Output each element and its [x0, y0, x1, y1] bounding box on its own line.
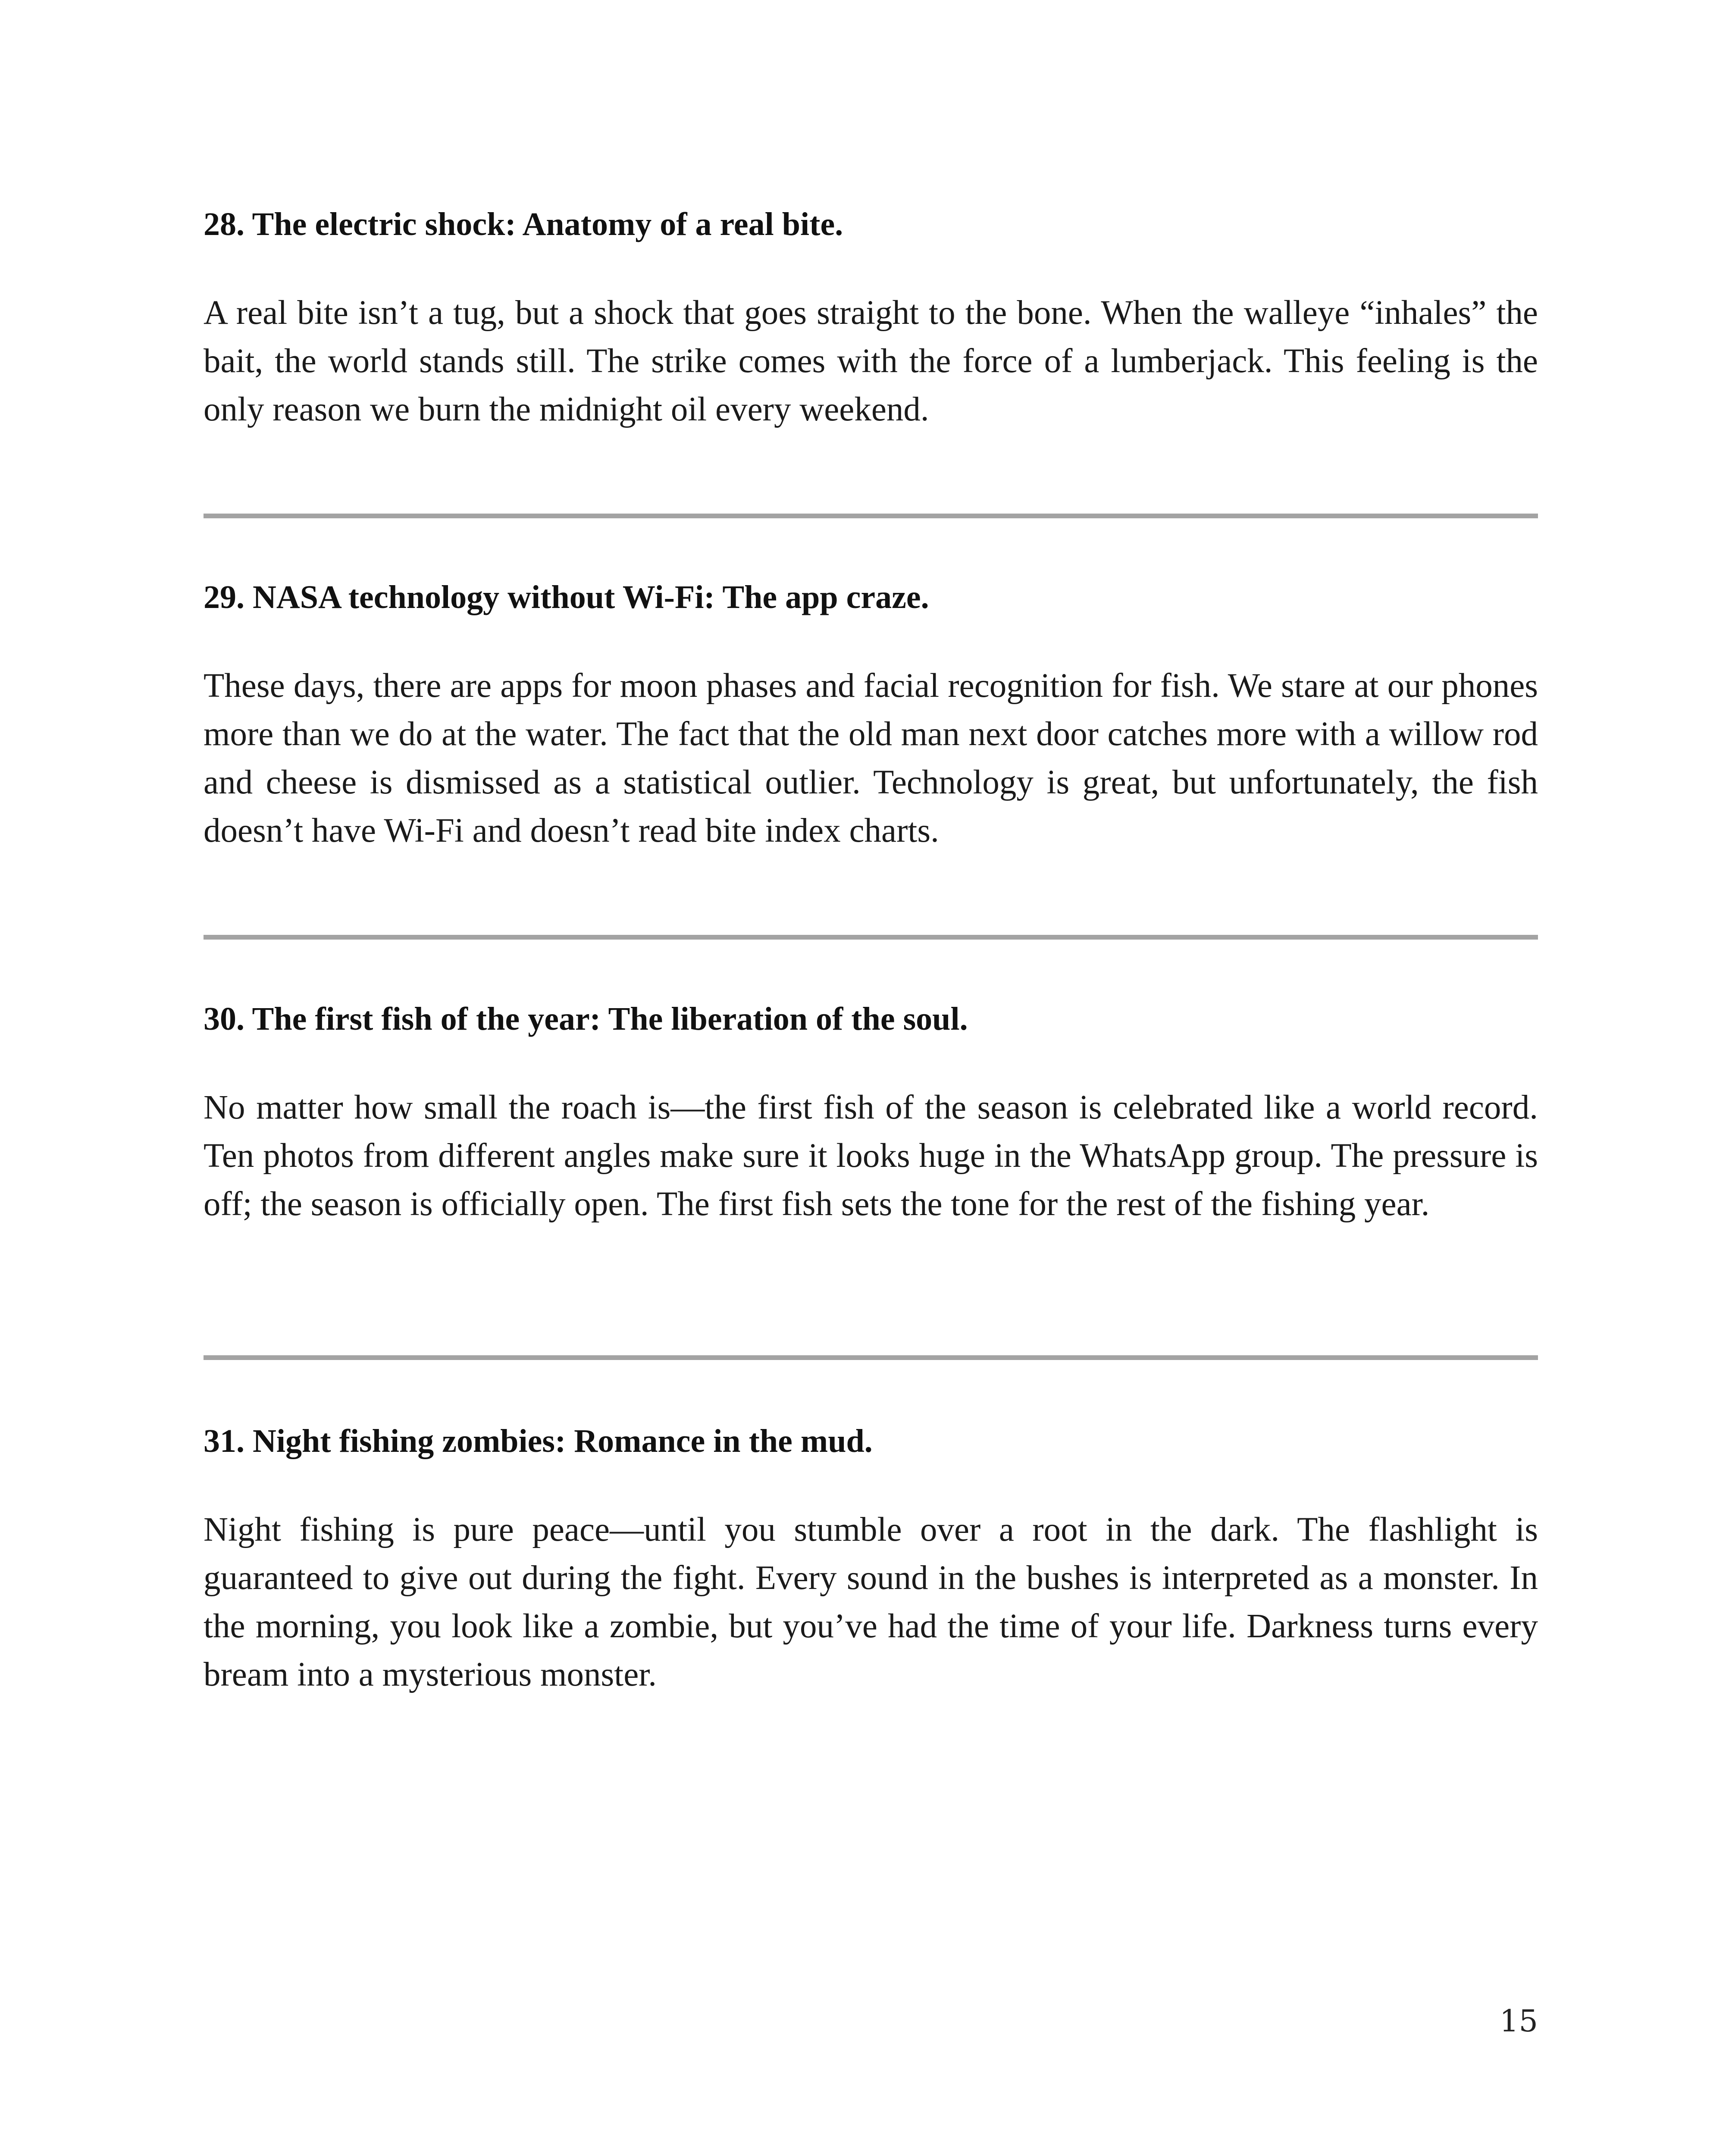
- section-heading: 28. The electric shock: Anatomy of a real bite.: [204, 206, 843, 242]
- page-number: 15: [1499, 2003, 1538, 2039]
- section-28: [204, 203, 1538, 434]
- section-body: Night fishing is pure peace—until you stumble over a root in the dark. The flashlight is guaranteed to give out during the fight. Every sound in the bushes is interpreted as a monster. In the morning, you look like a zombie, but you’ve had the time of your life. Darkness turns every bream into a mysterious monster.: [204, 1511, 1538, 1693]
- section-31: [204, 1420, 1538, 1699]
- section-heading: 29. NASA technology without Wi-Fi: The app craze.: [204, 579, 929, 615]
- section-heading: 30. The first fish of the year: The liberation of the soul.: [204, 1001, 968, 1037]
- section-29: [204, 576, 1538, 855]
- section-30: [204, 997, 1538, 1228]
- section-body: A real bite isn’t a tug, but a shock that goes straight to the bone. When the walleye “inhales” the bait, the world stands still. The strike comes with the force of a lumberjack. This feeling is the only reason we burn the midnight oil every weekend.: [204, 294, 1538, 428]
- section-divider: [204, 935, 1538, 940]
- section-divider: [204, 514, 1538, 518]
- section-body: No matter how small the roach is—the first fish of the season is celebrated like a world record. Ten photos from different angles make sure it looks huge in the WhatsApp group. The pressure is off; the season is officially open. The first fish sets the tone for the rest of the fishing year.: [204, 1089, 1538, 1223]
- section-divider: [204, 1355, 1538, 1360]
- section-heading: 31. Night fishing zombies: Romance in the mud.: [204, 1423, 873, 1459]
- section-body: These days, there are apps for moon phases and facial recognition for fish. We stare at our phones more than we do at the water. The fact that the old man next door catches more with a willow rod and cheese is dismissed as a statistical outlier. Technology is great, but unfortunately, the fish doesn’t have Wi-Fi and doesn’t read bite index charts.: [204, 667, 1538, 849]
